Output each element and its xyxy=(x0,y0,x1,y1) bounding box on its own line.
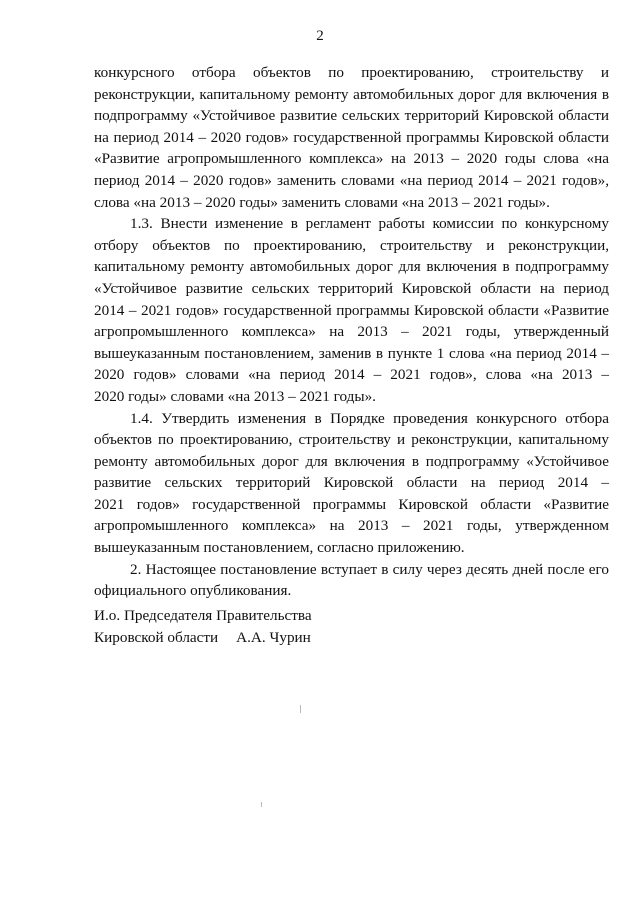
paragraph-continuation xyxy=(94,62,609,213)
text-line: слова «на 2013 – 2020 годы» заменить словами «на 2013 – 2021 годы». xyxy=(94,193,550,211)
text-line: период 2014 – 2020 годов» заменить словами «на период 2014 – 2021 годов», xyxy=(94,171,609,189)
scan-artifact xyxy=(261,802,262,807)
text-line: на период 2014 – 2020 годов» государственной программы Кировской области xyxy=(94,128,609,146)
text-line: отбору объектов по проектированию, строительству и реконструкции, xyxy=(94,236,609,254)
text-line: 2. Настоящее постановление вступает в силу через десять дней после его xyxy=(130,560,609,578)
text-line: развитие сельских территорий Кировской области на период 2014 – xyxy=(94,474,609,492)
text-line: конкурсного отбора объектов по проектированию, строительству и xyxy=(94,64,609,81)
text-line: объектов по проектированию, строительству и реконструкции, капитальному xyxy=(94,431,609,449)
text-line: «Развитие агропромышленного комплекса» на 2013 – 2020 годы слова «на xyxy=(94,150,609,168)
text-line: вышеуказанным постановлением, согласно приложению. xyxy=(94,539,465,557)
text-line: 2021 годов» государственной программы Кировской области «Развитие xyxy=(94,495,609,513)
text-line: агропромышленного комплекса» на 2013 – 2021 годы, утвержденный xyxy=(94,323,609,341)
signatory-name: А.А. Чурин xyxy=(236,628,311,646)
text-line: 2014 – 2021 годов» государственной программы Кировской области «Развитие xyxy=(94,301,609,319)
scan-artifact xyxy=(300,705,301,713)
paragraph-1-3 xyxy=(94,213,609,407)
text-line: 2020 годы» словами «на 2013 – 2021 годы». xyxy=(94,387,376,405)
page-number: 2 xyxy=(316,28,324,44)
signatory-title: И.о. Председателя Правительства xyxy=(94,607,312,624)
text-line: 2020 годов» словами «на период 2014 – 2021 годов», слова «на 2013 – xyxy=(94,366,609,384)
document-body xyxy=(94,62,609,602)
text-line: агропромышленного комплекса» на 2013 – 2021 годы, утвержденном xyxy=(94,517,609,535)
signatory-line xyxy=(94,627,312,649)
text-line: капитальному ремонту автомобильных дорог для включения в подпрограмму xyxy=(94,258,609,276)
paragraph-2 xyxy=(94,559,609,602)
text-line: 1.4. Утвердить изменения в Порядке проведения конкурсного отбора xyxy=(130,409,609,427)
text-line: «Устойчивое развитие сельских территорий Кировской области на период xyxy=(94,279,609,297)
signatory-region: Кировской области xyxy=(94,628,219,646)
text-line: 1.3. Внести изменение в регламент работы комиссии по конкурсному xyxy=(130,215,609,233)
paragraph-1-4 xyxy=(94,408,609,559)
text-line: ремонту автомобильных дорог для включения в подпрограмму «Устойчивое xyxy=(94,452,609,470)
text-line: подпрограмму «Устойчивое развитие сельских территорий Кировской области xyxy=(94,107,609,125)
text-line: официального опубликования. xyxy=(94,582,292,600)
text-line: реконструкции, капитальному ремонту автомобильных дорог для включения в xyxy=(94,85,609,103)
signature-block xyxy=(94,605,312,648)
text-line: вышеуказанным постановлением, заменив в пункте 1 слова «на период 2014 – xyxy=(94,344,609,362)
